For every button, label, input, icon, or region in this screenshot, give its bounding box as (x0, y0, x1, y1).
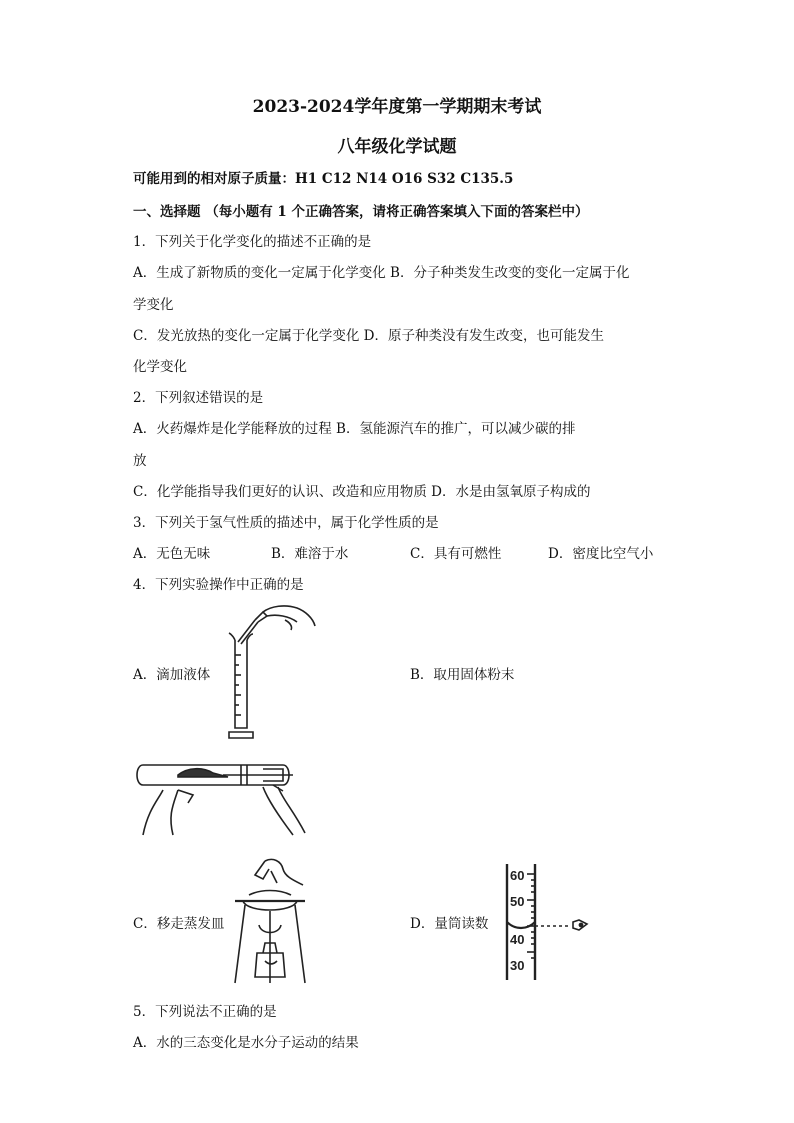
question-2-line-1: A．火药爆炸是化学能释放的过程 B．氢能源汽车的推广，可以减少碳的排 (133, 421, 576, 437)
question-4-option-c: C．移走蒸发皿 (133, 916, 225, 932)
cylinder-tick-30: 30 (510, 958, 525, 973)
evaporating-dish-figure (225, 855, 315, 990)
question-1-line-2: 学变化 (133, 297, 174, 313)
question-3-option-a: A．无色无味 (133, 546, 211, 562)
test-tube-powder-figure (133, 755, 313, 845)
question-4-option-b: B．取用固体粉末 (410, 667, 515, 683)
question-3-stem: 3．下列关于氢气性质的描述中，属于化学性质的是 (133, 515, 439, 531)
question-5-stem: 5．下列说法不正确的是 (133, 1004, 277, 1020)
section-heading: 一、选择题 （每小题有 1 个正确答案，请将正确答案填入下面的答案栏中） (133, 204, 589, 220)
question-4-option-d: D．量筒读数 (410, 916, 489, 932)
question-3-option-b: B．难溶于水 (271, 546, 349, 562)
cylinder-tick-60: 60 (510, 868, 525, 883)
question-4-option-a: A．滴加液体 (133, 667, 211, 683)
dropper-cylinder-figure (205, 600, 325, 745)
question-4-stem: 4．下列实验操作中正确的是 (133, 577, 304, 593)
question-3-option-d: D．密度比空气小 (548, 546, 654, 562)
question-2-line-3: C．化学能指导我们更好的认识、改造和应用物质 D．水是由氢氧原子构成的 (133, 484, 591, 500)
cylinder-reading-figure (495, 860, 615, 985)
question-5-option-a: A．水的三态变化是水分子运动的结果 (133, 1035, 359, 1051)
question-2-stem: 2．下列叙述错误的是 (133, 390, 264, 406)
question-1-line-1: A．生成了新物质的变化一定属于化学变化 B．分子种类发生改变的变化一定属于化 (133, 265, 630, 281)
cylinder-tick-50: 50 (510, 894, 525, 909)
question-2-line-2: 放 (133, 453, 147, 469)
question-3-option-c: C．具有可燃性 (410, 546, 502, 562)
page-subtitle: 八年级化学试题 (337, 137, 457, 157)
page-title: 2023-2024学年度第一学期期末考试 (252, 97, 542, 117)
atomic-mass-note: 可能用到的相对原子质量：H1 C12 N14 O16 S32 C135.5 (133, 171, 514, 187)
question-1-stem: 1．下列关于化学变化的描述不正确的是 (133, 234, 372, 250)
cylinder-tick-40: 40 (510, 932, 525, 947)
question-1-line-3: C．发光放热的变化一定属于化学变化 D．原子种类没有发生改变，也可能发生 (133, 328, 604, 344)
question-1-line-4: 化学变化 (133, 359, 187, 375)
